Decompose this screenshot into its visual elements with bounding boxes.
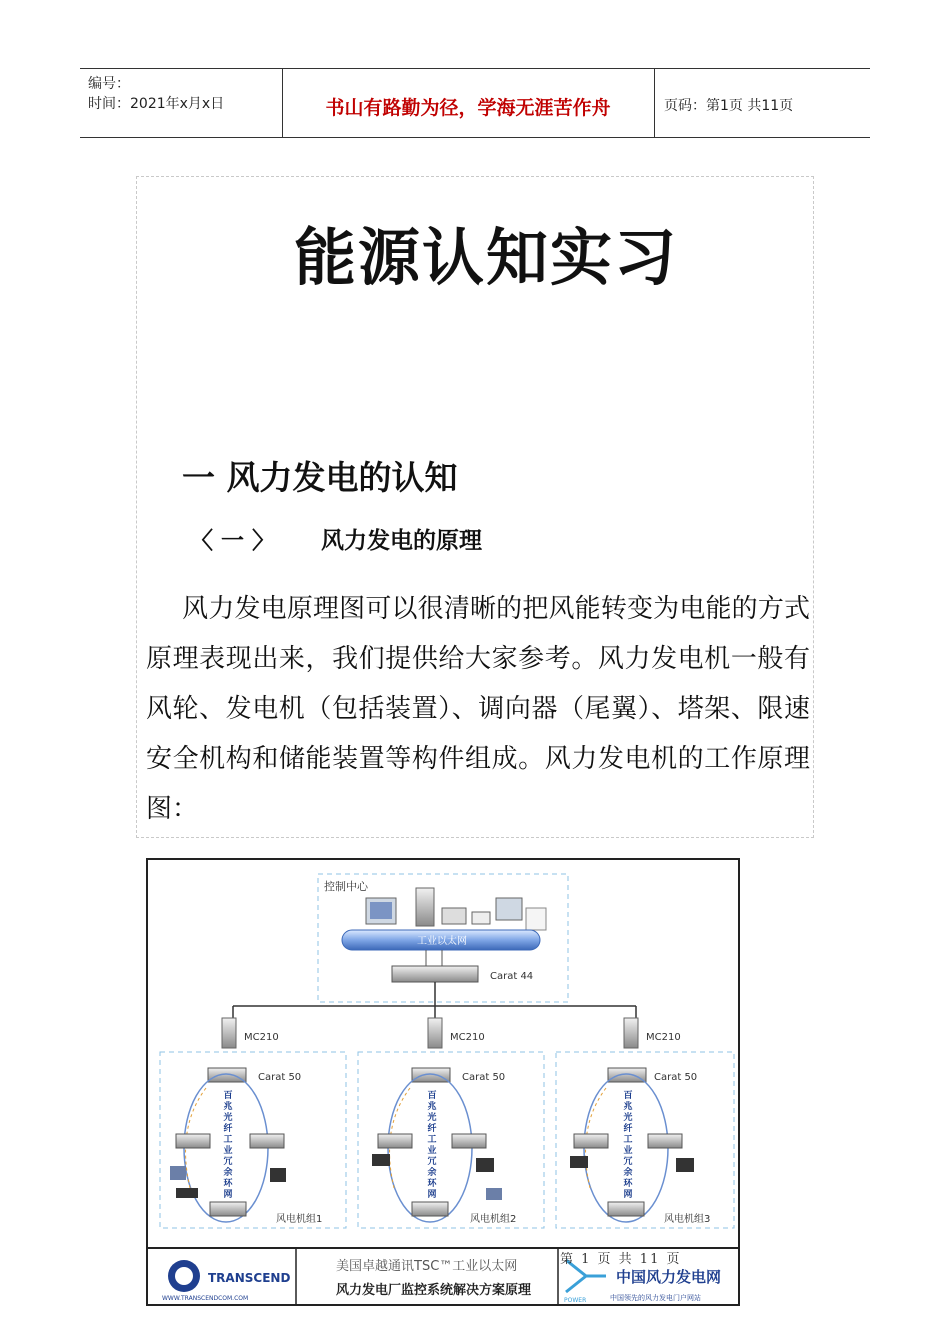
header-meta xyxy=(80,69,283,137)
ring-switch-label: Carat 50 xyxy=(462,1072,506,1083)
converter-label: MC210 xyxy=(646,1032,681,1043)
group-label: 风电机组2 xyxy=(470,1214,517,1225)
time-label: 时间：2021年x月x日 xyxy=(88,96,225,112)
svg-text:TRANSCEND: TRANSCEND xyxy=(208,1271,291,1285)
converter-label: MC210 xyxy=(244,1032,279,1043)
core-switch-label: Carat 44 xyxy=(490,971,534,982)
section-heading: 一 风力发电的认知 xyxy=(182,458,458,497)
document-title: 能源认知实习 xyxy=(293,221,678,294)
monitor-icon xyxy=(496,898,522,920)
caption-line-2: 风力发电厂监控系统解决方案原理 xyxy=(336,1283,532,1298)
number-label: 编号： xyxy=(88,76,130,92)
network-diagram xyxy=(146,858,742,1308)
svg-text:中国领先的风力发电门户网站: 中国领先的风力发电门户网站 xyxy=(610,1294,701,1302)
svg-text:中国风力发电网: 中国风力发电网 xyxy=(616,1268,722,1286)
subsection-heading xyxy=(190,522,482,555)
document-icon xyxy=(526,908,546,930)
phone-icon xyxy=(472,912,490,924)
group-label: 风电机组3 xyxy=(664,1214,711,1225)
page-number-overlay: 第 1 页 共 11 页 xyxy=(560,1252,682,1267)
page-header xyxy=(80,68,870,138)
header-motto-cell xyxy=(282,69,655,137)
subsection-marker: 〈 一 〉 xyxy=(190,528,276,554)
ring-switch-label: Carat 50 xyxy=(654,1072,698,1083)
header-page-cell xyxy=(654,69,870,137)
ring-switch-label: Carat 50 xyxy=(258,1072,302,1083)
motto: 书山有路勤为径，学海无涯苦作舟 xyxy=(325,97,611,119)
server-icon xyxy=(416,888,434,926)
svg-text:WWW.TRANSCENDCOM.COM: WWW.TRANSCENDCOM.COM xyxy=(162,1295,249,1302)
ethernet-label: 工业以太网 xyxy=(417,936,467,947)
ring-label: 百兆光纤工业冗余环网 xyxy=(427,1091,437,1200)
core-switch xyxy=(392,966,478,982)
printer-icon xyxy=(442,908,466,924)
body-paragraph xyxy=(146,584,810,834)
converter-label: MC210 xyxy=(450,1032,485,1043)
ring-label: 百兆光纤工业冗余环网 xyxy=(223,1091,233,1200)
caption-line-1: 美国卓越通讯TSC™工业以太网 xyxy=(336,1259,518,1274)
svg-text:POWER: POWER xyxy=(564,1297,587,1304)
paragraph-text: 风力发电原理图可以很清晰的把风能转变为电能的方式原理表现出来，我们提供给大家参考。风力发电机一般有风轮、发电机（包括装置）、调向器（尾翼）、塔架、限速安全机构和储能装置等构件组成。风力发电机的工作原理图： xyxy=(146,594,810,824)
subsection-title: 风力发电的原理 xyxy=(321,528,483,554)
page-info: 页码：第1页 共11页 xyxy=(664,98,794,114)
group-label: 风电机组1 xyxy=(276,1214,323,1225)
control-center-label: 控制中心 xyxy=(324,880,368,893)
ring-label: 百兆光纤工业冗余环网 xyxy=(623,1091,633,1200)
